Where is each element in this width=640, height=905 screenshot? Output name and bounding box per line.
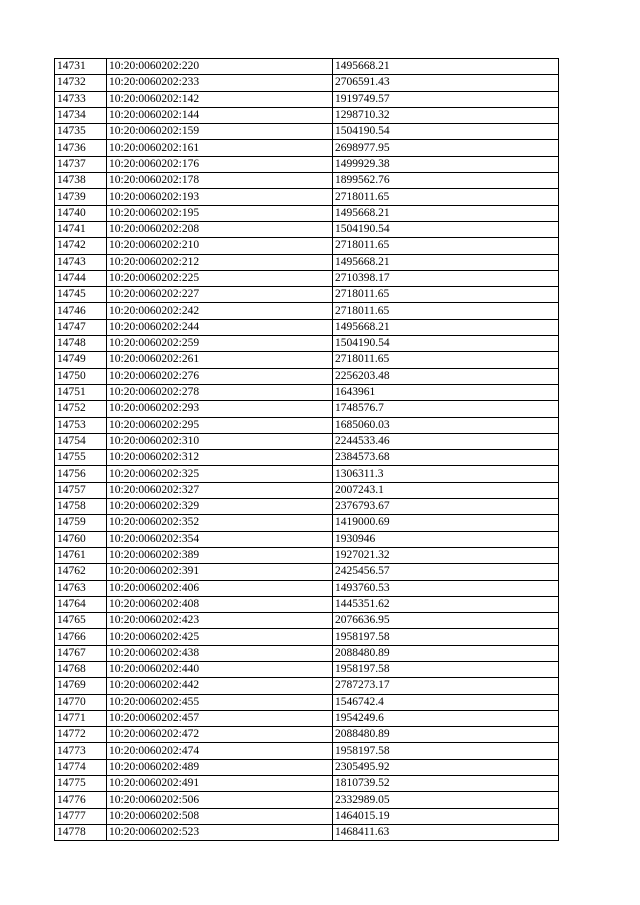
row-number-cell: 14767 xyxy=(55,645,107,661)
row-number-cell: 14775 xyxy=(55,776,107,792)
row-number-cell: 14770 xyxy=(55,694,107,710)
value-cell: 1495668.21 xyxy=(333,254,559,270)
cadastral-number-cell: 10:20:0060202:354 xyxy=(107,531,333,547)
table-row xyxy=(55,743,559,759)
row-number-cell: 14748 xyxy=(55,336,107,352)
cadastral-number-cell: 10:20:0060202:423 xyxy=(107,613,333,629)
value-cell: 1954249.6 xyxy=(333,710,559,726)
cadastral-number-cell: 10:20:0060202:310 xyxy=(107,433,333,449)
value-cell: 1493760.53 xyxy=(333,580,559,596)
table-row xyxy=(55,808,559,824)
cadastral-number-cell: 10:20:0060202:325 xyxy=(107,466,333,482)
cadastral-number-cell: 10:20:0060202:244 xyxy=(107,319,333,335)
row-number-cell: 14734 xyxy=(55,107,107,123)
cadastral-number-cell: 10:20:0060202:142 xyxy=(107,91,333,107)
cadastral-number-cell: 10:20:0060202:474 xyxy=(107,743,333,759)
table-row xyxy=(55,596,559,612)
value-cell: 1495668.21 xyxy=(333,205,559,221)
table-row xyxy=(55,401,559,417)
value-cell: 1919749.57 xyxy=(333,91,559,107)
value-cell: 1306311.3 xyxy=(333,466,559,482)
row-number-cell: 14752 xyxy=(55,401,107,417)
cadastral-number-cell: 10:20:0060202:391 xyxy=(107,564,333,580)
table-row xyxy=(55,319,559,335)
row-number-cell: 14742 xyxy=(55,238,107,254)
table-row xyxy=(55,694,559,710)
cadastral-number-cell: 10:20:0060202:178 xyxy=(107,173,333,189)
cadastral-number-cell: 10:20:0060202:195 xyxy=(107,205,333,221)
row-number-cell: 14756 xyxy=(55,466,107,482)
table-row xyxy=(55,368,559,384)
value-cell: 2088480.89 xyxy=(333,645,559,661)
table-row xyxy=(55,450,559,466)
cadastral-number-cell: 10:20:0060202:329 xyxy=(107,499,333,515)
table-row xyxy=(55,515,559,531)
table-row xyxy=(55,531,559,547)
value-cell: 2710398.17 xyxy=(333,270,559,286)
table-row xyxy=(55,254,559,270)
cadastral-number-cell: 10:20:0060202:261 xyxy=(107,352,333,368)
cadastral-number-cell: 10:20:0060202:212 xyxy=(107,254,333,270)
row-number-cell: 14769 xyxy=(55,678,107,694)
value-cell: 1958197.58 xyxy=(333,743,559,759)
row-number-cell: 14735 xyxy=(55,124,107,140)
cadastral-number-cell: 10:20:0060202:408 xyxy=(107,596,333,612)
row-number-cell: 14745 xyxy=(55,287,107,303)
value-cell: 2305495.92 xyxy=(333,759,559,775)
cadastral-number-cell: 10:20:0060202:425 xyxy=(107,629,333,645)
table-row xyxy=(55,384,559,400)
row-number-cell: 14740 xyxy=(55,205,107,221)
value-cell: 2718011.65 xyxy=(333,189,559,205)
cadastral-number-cell: 10:20:0060202:276 xyxy=(107,368,333,384)
row-number-cell: 14751 xyxy=(55,384,107,400)
table-row xyxy=(55,287,559,303)
cadastral-number-cell: 10:20:0060202:225 xyxy=(107,270,333,286)
value-cell: 2698977.95 xyxy=(333,140,559,156)
table-row xyxy=(55,499,559,515)
cadastral-number-cell: 10:20:0060202:295 xyxy=(107,417,333,433)
row-number-cell: 14774 xyxy=(55,759,107,775)
table-row xyxy=(55,776,559,792)
value-cell: 1958197.58 xyxy=(333,629,559,645)
value-cell: 2718011.65 xyxy=(333,352,559,368)
table-row xyxy=(55,238,559,254)
value-cell: 2718011.65 xyxy=(333,303,559,319)
table-row xyxy=(55,303,559,319)
table-row xyxy=(55,466,559,482)
row-number-cell: 14776 xyxy=(55,792,107,808)
row-number-cell: 14753 xyxy=(55,417,107,433)
cadastral-number-cell: 10:20:0060202:159 xyxy=(107,124,333,140)
value-cell: 1685060.03 xyxy=(333,417,559,433)
row-number-cell: 14762 xyxy=(55,564,107,580)
row-number-cell: 14773 xyxy=(55,743,107,759)
value-cell: 1298710.32 xyxy=(333,107,559,123)
value-cell: 1464015.19 xyxy=(333,808,559,824)
table-row xyxy=(55,59,559,75)
row-number-cell: 14749 xyxy=(55,352,107,368)
value-cell: 2425456.57 xyxy=(333,564,559,580)
cadastral-number-cell: 10:20:0060202:193 xyxy=(107,189,333,205)
row-number-cell: 14760 xyxy=(55,531,107,547)
value-cell: 2718011.65 xyxy=(333,287,559,303)
table-row xyxy=(55,678,559,694)
value-cell: 2244533.46 xyxy=(333,433,559,449)
table-row xyxy=(55,792,559,808)
value-cell: 2384573.68 xyxy=(333,450,559,466)
cadastral-number-cell: 10:20:0060202:472 xyxy=(107,727,333,743)
table-row xyxy=(55,759,559,775)
value-cell: 2718011.65 xyxy=(333,238,559,254)
table-row xyxy=(55,124,559,140)
table-row xyxy=(55,91,559,107)
row-number-cell: 14746 xyxy=(55,303,107,319)
cadastral-number-cell: 10:20:0060202:506 xyxy=(107,792,333,808)
row-number-cell: 14741 xyxy=(55,221,107,237)
cadastral-number-cell: 10:20:0060202:161 xyxy=(107,140,333,156)
cadastral-number-cell: 10:20:0060202:259 xyxy=(107,336,333,352)
value-cell: 1504190.54 xyxy=(333,336,559,352)
value-cell: 1499929.38 xyxy=(333,156,559,172)
row-number-cell: 14761 xyxy=(55,547,107,563)
cadastral-number-cell: 10:20:0060202:293 xyxy=(107,401,333,417)
row-number-cell: 14764 xyxy=(55,596,107,612)
table-row xyxy=(55,564,559,580)
cadastral-number-cell: 10:20:0060202:208 xyxy=(107,221,333,237)
row-number-cell: 14733 xyxy=(55,91,107,107)
cadastral-number-cell: 10:20:0060202:523 xyxy=(107,824,333,840)
row-number-cell: 14744 xyxy=(55,270,107,286)
table-row xyxy=(55,433,559,449)
table-row xyxy=(55,547,559,563)
value-cell: 1546742.4 xyxy=(333,694,559,710)
table-row xyxy=(55,824,559,840)
cadastral-number-cell: 10:20:0060202:508 xyxy=(107,808,333,824)
value-cell: 2332989.05 xyxy=(333,792,559,808)
row-number-cell: 14768 xyxy=(55,661,107,677)
table-row xyxy=(55,613,559,629)
value-cell: 1643961 xyxy=(333,384,559,400)
table-row xyxy=(55,156,559,172)
row-number-cell: 14750 xyxy=(55,368,107,384)
table-row xyxy=(55,140,559,156)
cadastral-number-cell: 10:20:0060202:455 xyxy=(107,694,333,710)
value-cell: 1927021.32 xyxy=(333,547,559,563)
value-cell: 2088480.89 xyxy=(333,727,559,743)
value-cell: 1899562.76 xyxy=(333,173,559,189)
value-cell: 1445351.62 xyxy=(333,596,559,612)
cadastral-number-cell: 10:20:0060202:144 xyxy=(107,107,333,123)
cadastral-number-cell: 10:20:0060202:352 xyxy=(107,515,333,531)
table-row xyxy=(55,173,559,189)
row-number-cell: 14766 xyxy=(55,629,107,645)
value-cell: 1468411.63 xyxy=(333,824,559,840)
cadastral-number-cell: 10:20:0060202:278 xyxy=(107,384,333,400)
row-number-cell: 14777 xyxy=(55,808,107,824)
cadastral-number-cell: 10:20:0060202:227 xyxy=(107,287,333,303)
table-row xyxy=(55,417,559,433)
cadastral-number-cell: 10:20:0060202:210 xyxy=(107,238,333,254)
value-cell: 1504190.54 xyxy=(333,221,559,237)
row-number-cell: 14755 xyxy=(55,450,107,466)
value-cell: 1930946 xyxy=(333,531,559,547)
table-row xyxy=(55,727,559,743)
value-cell: 2706591.43 xyxy=(333,75,559,91)
cadastral-number-cell: 10:20:0060202:389 xyxy=(107,547,333,563)
cadastral-number-cell: 10:20:0060202:312 xyxy=(107,450,333,466)
table-row xyxy=(55,661,559,677)
table-row xyxy=(55,205,559,221)
row-number-cell: 14739 xyxy=(55,189,107,205)
cadastral-number-cell: 10:20:0060202:176 xyxy=(107,156,333,172)
table-row xyxy=(55,107,559,123)
value-cell: 1748576.7 xyxy=(333,401,559,417)
row-number-cell: 14754 xyxy=(55,433,107,449)
value-cell: 1495668.21 xyxy=(333,319,559,335)
row-number-cell: 14737 xyxy=(55,156,107,172)
row-number-cell: 14736 xyxy=(55,140,107,156)
value-cell: 2256203.48 xyxy=(333,368,559,384)
table-row xyxy=(55,189,559,205)
data-table xyxy=(54,58,559,841)
cadastral-number-cell: 10:20:0060202:220 xyxy=(107,59,333,75)
row-number-cell: 14765 xyxy=(55,613,107,629)
table-row xyxy=(55,580,559,596)
table-row xyxy=(55,270,559,286)
table-row xyxy=(55,482,559,498)
row-number-cell: 14771 xyxy=(55,710,107,726)
table-row xyxy=(55,75,559,91)
row-number-cell: 14732 xyxy=(55,75,107,91)
table-row xyxy=(55,710,559,726)
value-cell: 2076636.95 xyxy=(333,613,559,629)
value-cell: 2376793.67 xyxy=(333,499,559,515)
value-cell: 2787273.17 xyxy=(333,678,559,694)
table-row xyxy=(55,645,559,661)
cadastral-number-cell: 10:20:0060202:233 xyxy=(107,75,333,91)
value-cell: 1495668.21 xyxy=(333,59,559,75)
value-cell: 1958197.58 xyxy=(333,661,559,677)
row-number-cell: 14772 xyxy=(55,727,107,743)
value-cell: 2007243.1 xyxy=(333,482,559,498)
table-row xyxy=(55,221,559,237)
cadastral-number-cell: 10:20:0060202:491 xyxy=(107,776,333,792)
value-cell: 1810739.52 xyxy=(333,776,559,792)
cadastral-number-cell: 10:20:0060202:457 xyxy=(107,710,333,726)
row-number-cell: 14738 xyxy=(55,173,107,189)
row-number-cell: 14778 xyxy=(55,824,107,840)
row-number-cell: 14731 xyxy=(55,59,107,75)
row-number-cell: 14759 xyxy=(55,515,107,531)
cadastral-number-cell: 10:20:0060202:327 xyxy=(107,482,333,498)
row-number-cell: 14757 xyxy=(55,482,107,498)
row-number-cell: 14743 xyxy=(55,254,107,270)
table-body xyxy=(55,59,559,841)
cadastral-number-cell: 10:20:0060202:489 xyxy=(107,759,333,775)
row-number-cell: 14758 xyxy=(55,499,107,515)
cadastral-number-cell: 10:20:0060202:242 xyxy=(107,303,333,319)
row-number-cell: 14763 xyxy=(55,580,107,596)
cadastral-number-cell: 10:20:0060202:440 xyxy=(107,661,333,677)
table-row xyxy=(55,629,559,645)
row-number-cell: 14747 xyxy=(55,319,107,335)
cadastral-number-cell: 10:20:0060202:406 xyxy=(107,580,333,596)
cadastral-number-cell: 10:20:0060202:442 xyxy=(107,678,333,694)
table-row xyxy=(55,336,559,352)
cadastral-number-cell: 10:20:0060202:438 xyxy=(107,645,333,661)
table-row xyxy=(55,352,559,368)
value-cell: 1504190.54 xyxy=(333,124,559,140)
value-cell: 1419000.69 xyxy=(333,515,559,531)
